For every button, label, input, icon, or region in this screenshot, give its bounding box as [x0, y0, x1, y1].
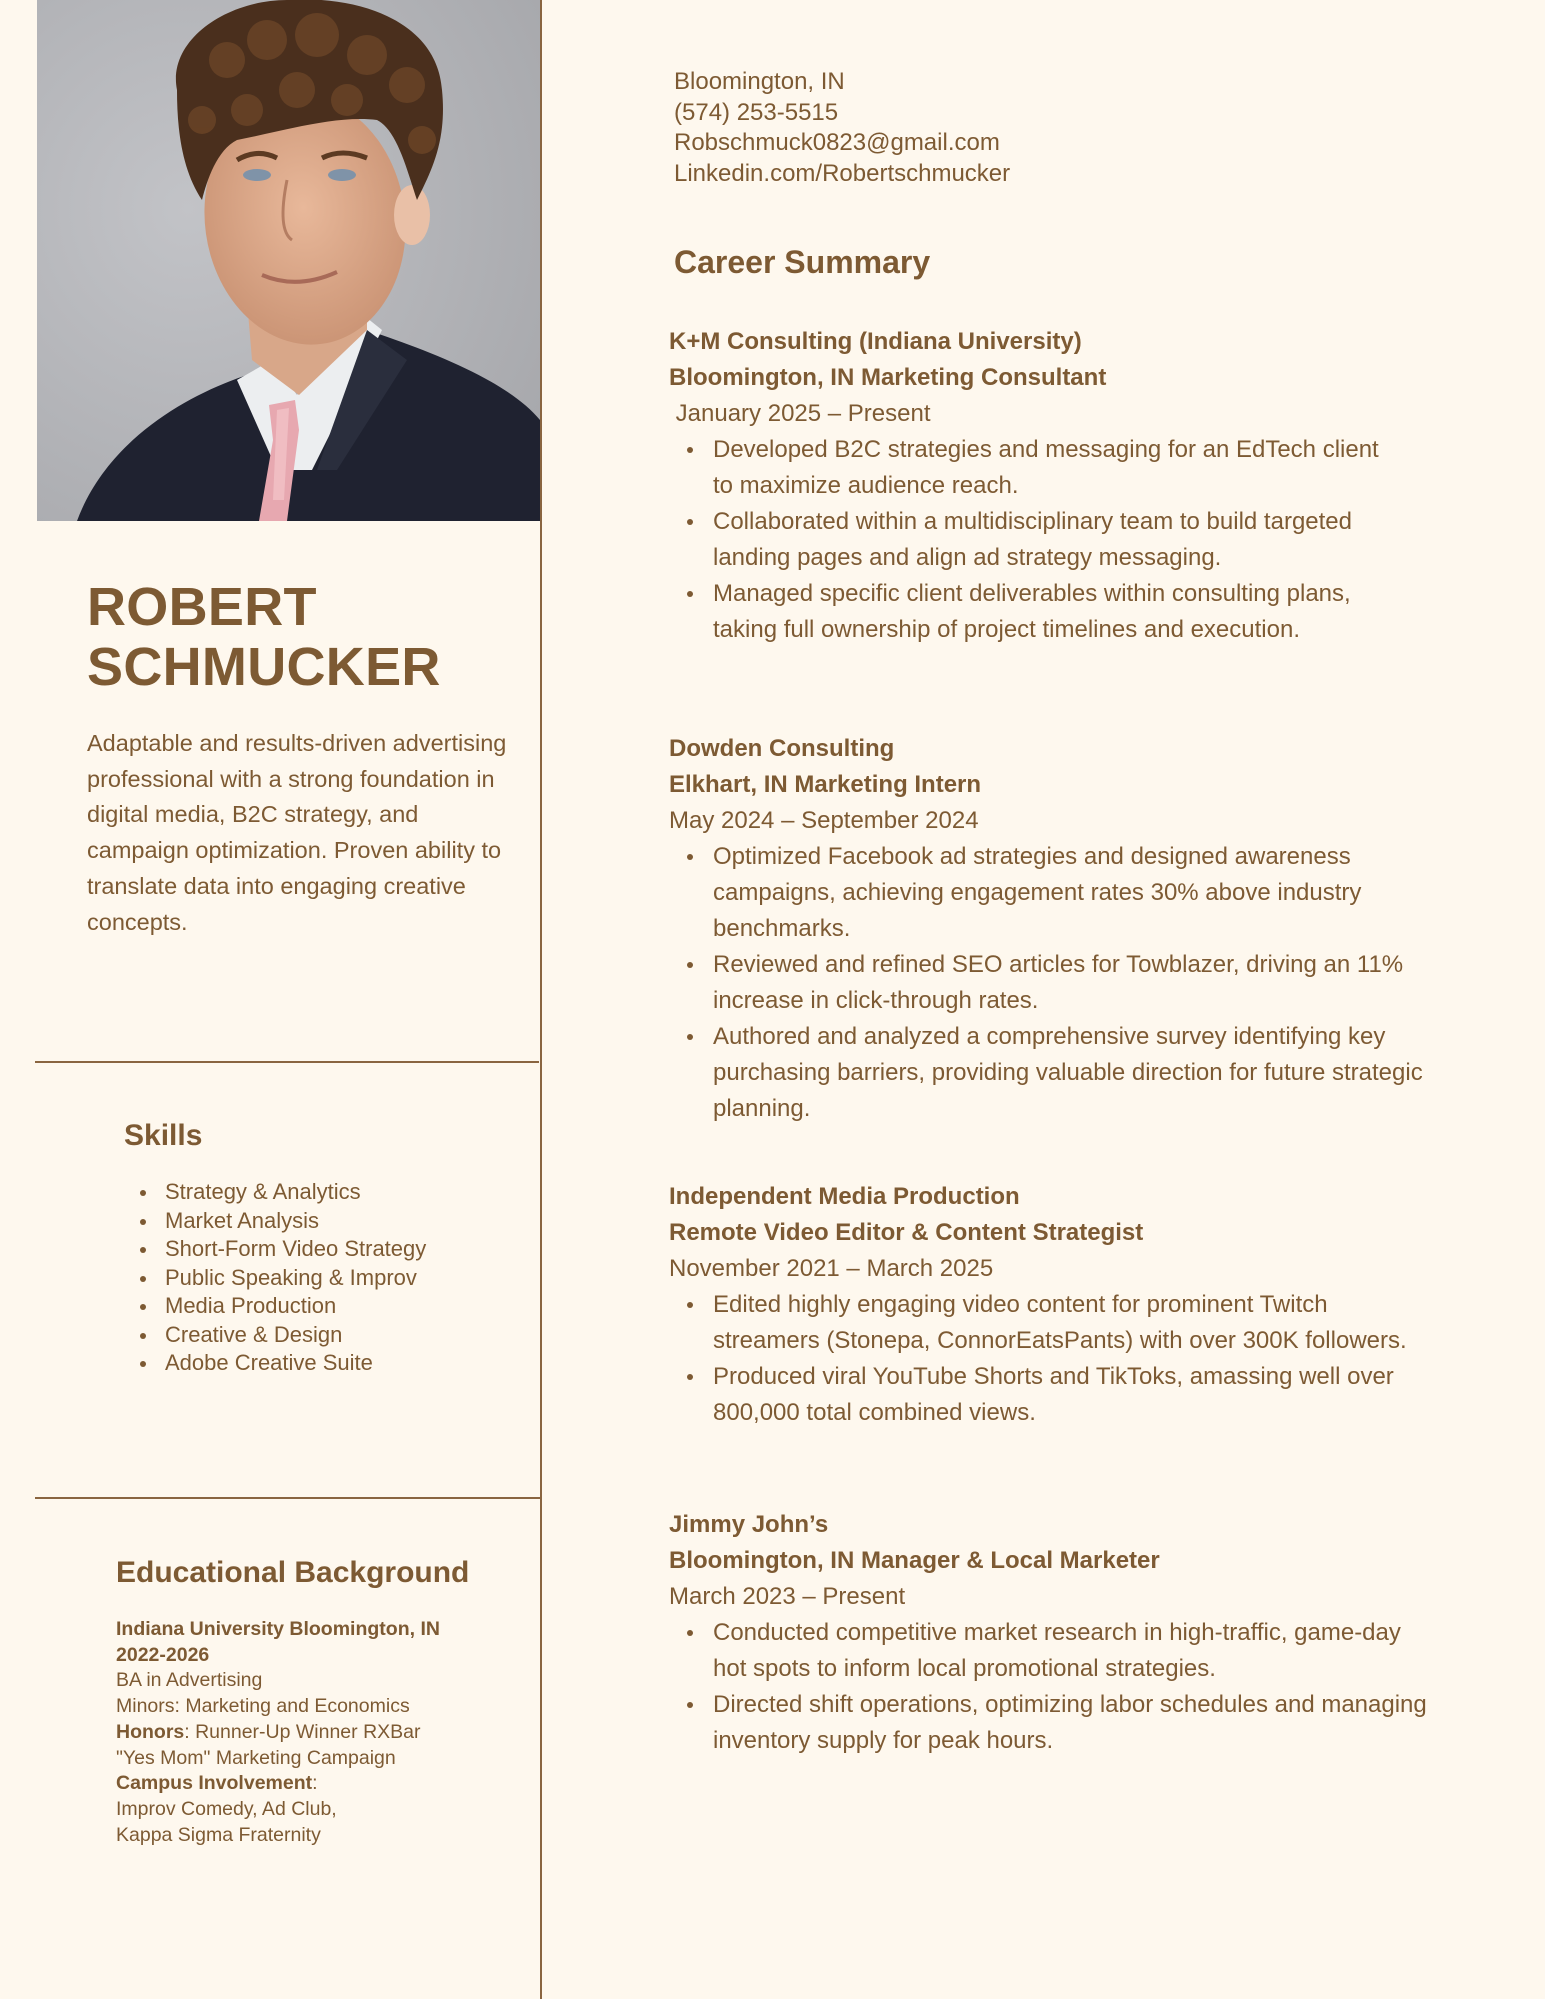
job-bullet: Conducted competitive market research in high-traffic, game-day hot spots to inform local promotional strategies. [669, 1615, 1429, 1687]
involvement-label: Campus Involvement [116, 1772, 313, 1795]
skills-list [124, 1178, 426, 1378]
job-dates: January 2025 – Present [669, 400, 931, 427]
job-entry [669, 324, 1429, 648]
involvement-line: Improv Comedy, Ad Club, [116, 1797, 337, 1820]
profile-photo [37, 0, 540, 521]
first-name: ROBERT [87, 577, 317, 637]
job-bullet: Directed shift operations, optimizing labor schedules and managing inventory supply for peak hours. [669, 1687, 1429, 1759]
candidate-name [87, 577, 441, 697]
portrait-image [37, 0, 540, 521]
contact-email: Robschmuck0823@gmail.com [674, 129, 1000, 157]
contact-linkedin: Linkedin.com/Robertschmucker [674, 160, 1011, 188]
job-bullet: Collaborated within a multidisciplinary team to build targeted landing pages and align ad strategy messaging. [669, 504, 1389, 576]
job-dates: November 2021 – March 2025 [669, 1255, 994, 1282]
job-title: Remote Video Editor & Content Strategist [669, 1219, 1144, 1246]
job-bullets [669, 432, 1389, 648]
section-divider-skills [35, 1061, 539, 1063]
job-bullet: Edited highly engaging video content for prominent Twitch streamers (Stonepa, ConnorEatsPants) with over 300K followers. [669, 1287, 1414, 1359]
skills-heading: Skills [124, 1119, 203, 1152]
contact-location: Bloomington, IN [674, 68, 845, 95]
skill-item: Creative & Design [124, 1321, 426, 1350]
education-details [116, 1617, 440, 1848]
minors: Minors: Marketing and Economics [116, 1695, 410, 1718]
job-bullet: Produced viral YouTube Shorts and TikToks, amassing well over 800,000 total combined views. [669, 1359, 1414, 1431]
career-summary-heading: Career Summary [674, 244, 931, 280]
job-dates: May 2024 – September 2024 [669, 807, 979, 834]
job-dates: March 2023 – Present [669, 1583, 906, 1610]
job-bullet: Optimized Facebook ad strategies and designed awareness campaigns, achieving engagement rates 30% above industry benchmarks. [669, 839, 1429, 947]
job-company: K+M Consulting (Indiana University) [669, 328, 1082, 355]
job-title: Bloomington, IN Manager & Local Marketer [669, 1547, 1160, 1574]
honors-label: Honors [116, 1720, 185, 1743]
profile-summary: Adaptable and results-driven advertising professional with a strong foundation in digital media, B2C strategy, and campaign optimization. Proven ability to translate data into engaging creative concepts. [87, 730, 507, 935]
job-bullet: Developed B2C strategies and messaging for an EdTech client to maximize audience reach. [669, 432, 1389, 504]
honors-text-continued: "Yes Mom" Marketing Campaign [116, 1746, 396, 1769]
contact-phone: (574) 253-5515 [674, 98, 839, 126]
job-entry [669, 731, 1429, 1127]
involvement-line: Kappa Sigma Fraternity [116, 1823, 321, 1846]
job-bullets [669, 839, 1429, 1127]
job-title: Elkhart, IN Marketing Intern [669, 771, 982, 798]
job-bullet: Authored and analyzed a comprehensive survey identifying key purchasing barriers, providing valuable direction for future strategic planning. [669, 1019, 1429, 1127]
job-bullets [669, 1615, 1429, 1759]
skill-item: Public Speaking & Improv [124, 1264, 426, 1293]
job-company: Dowden Consulting [669, 735, 895, 762]
last-name: SCHMUCKER [87, 637, 441, 697]
school-years: 2022-2026 [116, 1643, 210, 1666]
job-bullets [669, 1287, 1414, 1431]
skill-item: Media Production [124, 1292, 426, 1321]
column-divider [540, 0, 542, 1999]
involvement-colon: : [312, 1772, 318, 1795]
job-bullet: Reviewed and refined SEO articles for Towblazer, driving an 11% increase in click-through rates. [669, 947, 1429, 1019]
skill-item: Market Analysis [124, 1207, 426, 1236]
honors-text: : Runner-Up Winner RXBar [184, 1720, 421, 1743]
job-title: Bloomington, IN Marketing Consultant [669, 364, 1107, 391]
contact-info [674, 67, 1010, 190]
job-company: Independent Media Production [669, 1183, 1020, 1210]
skill-item: Short-Form Video Strategy [124, 1235, 426, 1264]
education-heading: Educational Background [116, 1556, 470, 1589]
skill-item: Strategy & Analytics [124, 1178, 426, 1207]
job-entry [669, 1179, 1429, 1431]
degree: BA in Advertising [116, 1669, 263, 1692]
job-entry [669, 1507, 1429, 1759]
skill-item: Adobe Creative Suite [124, 1349, 426, 1378]
section-divider-education [35, 1497, 541, 1499]
job-company: Jimmy John’s [669, 1511, 829, 1538]
school-name: Indiana University Bloomington, IN [116, 1618, 440, 1640]
job-bullet: Managed specific client deliverables within consulting plans, taking full ownership of project timelines and execution. [669, 576, 1389, 648]
